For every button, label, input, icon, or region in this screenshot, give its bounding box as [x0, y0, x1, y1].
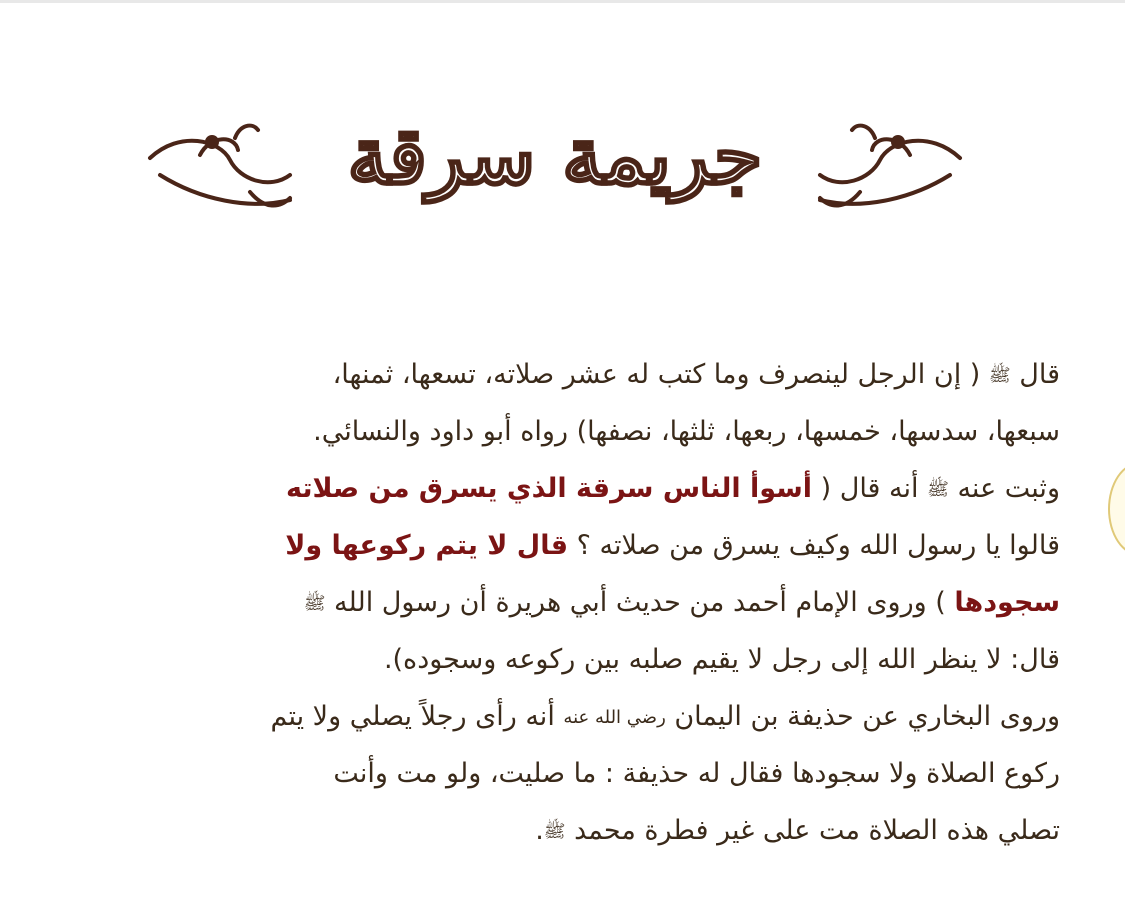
salawat-glyph: ﷺ [543, 821, 566, 842]
top-divider [0, 0, 1125, 3]
edge-circle-decoration [1108, 462, 1125, 556]
body-line-7: وروى البخاري عن حذيفة بن اليمان رضي الله عنه أنه رأى رجلاً يصلي ولا يتم [270, 701, 1060, 732]
body-line-4: قالوا يا رسول الله وكيف يسرق من صلاته ؟ قال لا يتم ركوعها ولا [285, 530, 1060, 561]
hadith-emphasis: قال لا يتم ركوعها ولا [285, 530, 569, 561]
body-line-6: قال: لا ينظر الله إلى رجل لا يقيم صلبه بين ركوعه وسجوده). [383, 644, 1060, 675]
radiallah-glyph: رضي الله عنه [563, 707, 666, 728]
body-line-8: ركوع الصلاة ولا سجودها فقال له حذيفة : ما صليت، ولو مت وأنت [333, 758, 1060, 789]
salawat-glyph: ﷺ [988, 365, 1011, 386]
salawat-glyph: ﷺ [303, 593, 326, 614]
hadith-emphasis: أسوأ الناس سرقة الذي يسرق من صلاته [286, 473, 813, 504]
body-line-9: تصلي هذه الصلاة مت على غير فطرة محمد ﷺ. [535, 815, 1060, 846]
article-body [30, 346, 1060, 859]
page-title: جريمة سرقة [347, 111, 763, 202]
title-banner [140, 80, 970, 250]
body-line-1: قال ﷺ ( إن الرجل لينصرف وما كتب له عشر صلاته، تسعها، ثمنها، [332, 359, 1060, 390]
hadith-emphasis: سجودها [954, 587, 1060, 618]
body-line-3: وثبت عنه ﷺ أنه قال ( أسوأ الناس سرقة الذي يسرق من صلاته [286, 473, 1060, 504]
body-line-5: سجودها ) وروى الإمام أحمد من حديث أبي هريرة أن رسول الله ﷺ [303, 587, 1060, 618]
salawat-glyph: ﷺ [927, 479, 949, 500]
body-line-2: سبعها، سدسها، خمسها، ربعها، ثلثها، نصفها) رواه أبو داود والنسائي. [313, 416, 1060, 447]
